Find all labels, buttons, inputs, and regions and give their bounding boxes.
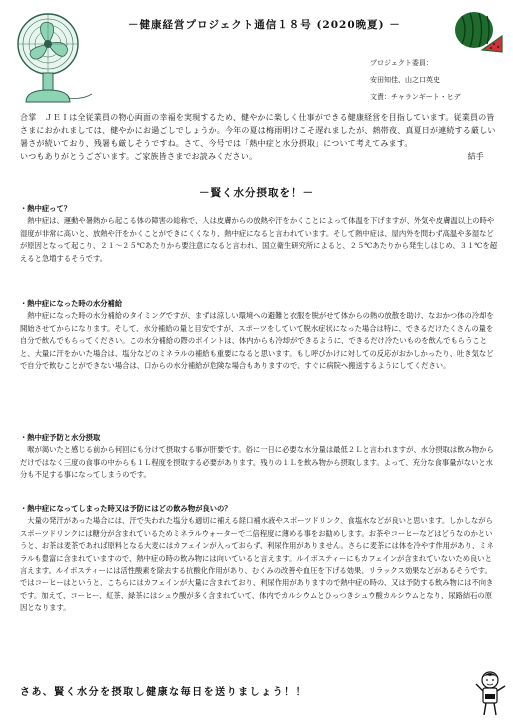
section-body: 熱中症になった時の水分補給のタイミングですが、まずは涼しい環境への避難と衣服を脱がせて体からの熱の放散を助け、なおかつ体の冷却を開始させてからになります。そして、水分補給の量と目安ですが、スポーツをしていて脱水症状になった場合は特に、できるだけたくさんの量を自分で飲んでもらってください。この水分補給の際のポイントは、体内からも冷却ができるように、できるだけ冷たいものを飲んでもらうことと、大量に汗をかいた場合は、塩分などのミネラルの補給も重要になると思います。もし呼びかけに対しての反応がおかしかったり、吐き気などで自分で飲むことができない場合は、口からの水分補給が危険な場合もありますので、すぐに病院へ搬送するようにしてください。 [20, 311, 494, 371]
committee-members: 安田知佳、山之口英史 [370, 76, 440, 84]
watermelon-icon [452, 6, 504, 54]
section-what-is-heatstroke [20, 203, 498, 265]
committee-info [370, 55, 461, 106]
greeting-text: 合掌 ＪＥＩは全従業員の物心両面の幸福を実現するため、健やかに楽しく仕事ができる健康経営を目指しています。従業員の皆さまにおかれましては、健やかにお過ごしでしょうか。今年の夏は梅雨明けこそ遅れましたが、熱帯夜、真夏日が連続する厳しい暑さが続いており、残暑も厳しそうですね。さて、今号では「熱中症と水分摂取」について考えてみます。 [20, 113, 496, 148]
greeting-sign: 結手 [467, 152, 484, 161]
section-hydration-when-heatstroke [20, 298, 498, 372]
section-heading: ・熱中症になった時の水分補給 [20, 299, 123, 308]
greeting-block [20, 111, 498, 163]
section-heading: ・熱中症になってしまった時又は予防にはどの飲み物が良いの？ [20, 504, 232, 513]
section-body: 喉が渇いたと感じる前から何回にも分けて摂取する事が肝要です。俗に一日に必要な水分量は最低２Ｌと言われますが、水分摂取は飲み物からだけではなく三度の食事の中からも１Ｌ程度を摂取する必要があります。残りの１Ｌを飲み物から摂取します。よって、充分な食事量がないと水分も不足する事になってしまうのです。 [20, 445, 494, 480]
section-recommended-drinks [20, 503, 498, 615]
greeting-closing: いつもありがとうございます。ご家族皆さまでお読みください。 [20, 152, 258, 161]
main-heading: －賢く水分摂取を！－ [199, 187, 314, 199]
section-body: 大量の発汗があった場合には、汗で失われた塩分も適切に補える経口補水液やスポーツドリンク、食塩水などが良いと思います。しかしながらスポーツドリンクには糖分が含まれているためミネラルウォーターで二倍程度に薄める事をお勧めします。お茶やコーヒーなどはどうなのかというと、お茶は麦茶であれば原料となる大麦にはカフェインが入っておらず、利尿作用がありません。さらに麦茶には体を冷やす作用があり、ミネラルも豊富に含まれていますので、熱中症の時の飲み物には向いていると言えます。ルイボスティーにもカフェインが含まれていないため良いと言えます。ルイボスティーには活性酸素を除去する抗酸化作用があり、むくみの改善や血圧を下げる効果、リラックス効果などがあるそうです。ではコーヒーはというと、こちらにはカフェインが大量に含まれており、利尿作用がありますので熱中症の時の、又は予防する飲み物には不向きです。加えて、コーヒー、紅茶、緑茶にはシュウ酸が多く含まれていて、体内でカルシウムとひっつきシュウ酸カルシウムとなり、尿路結石の原因となります。 [20, 516, 494, 613]
committee-writer: 文責：チャランギート・ヒデ [370, 93, 461, 101]
section-prevention-hydration [20, 432, 498, 482]
section-heading: ・熱中症予防と水分摂取 [20, 433, 101, 442]
greeting-closing-line [20, 150, 498, 163]
section-body: 熱中症は、運動や暑熱から起こる体の障害の総称で、人は皮膚からの放熱や汗をかくことによって体温を下げますが、外気や皮膚温以上の時や湿度が非常に高いと、放熱や汗をかくことができにくくなり、熱中症になると言われています。そして熱中症は、屋内外を問わず高温や多湿などが原因となって起こり、２１～２５℃あたりから要注意になると言われ、国立衛生研究所によると、２５℃あたりから発生しはじめ、３１℃を超えると急増するそうです。 [20, 216, 498, 263]
committee-label: プロジェクト委員： [370, 59, 433, 67]
section-heading: ・熱中症って？ [20, 204, 72, 213]
cartoon-person-icon [474, 670, 508, 718]
electric-fan-icon [12, 10, 97, 110]
closing-message: さあ、賢く水分を摂取し健康な毎日を送りましょう！！ [20, 687, 308, 698]
newsletter-title: －健康経営プロジェクト通信１８号 (2020晩夏) － [128, 19, 401, 31]
